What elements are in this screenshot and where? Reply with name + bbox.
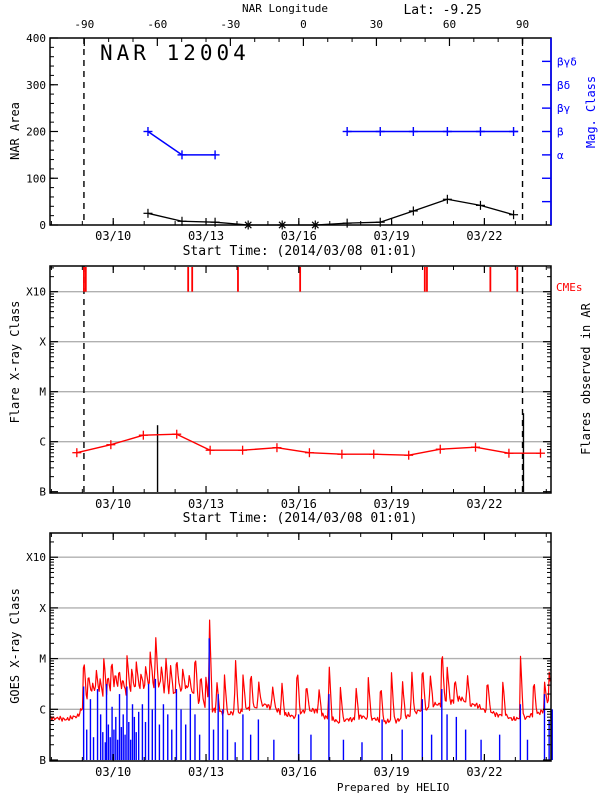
y-tick-label: 200: [26, 125, 46, 139]
y-tick-label: X: [39, 335, 46, 349]
x-tick-label: 03/16: [280, 229, 317, 243]
x-tick-label: 03/13: [187, 229, 225, 243]
nar-area-axis-title: NAR Area: [8, 102, 22, 160]
y-tick-label: C: [39, 703, 46, 717]
x-tick-label: 03/16: [280, 497, 317, 511]
x-tick-label: 03/19: [373, 765, 410, 779]
y-tick-label: B: [39, 754, 46, 767]
y-tick-label: X10: [26, 285, 46, 299]
goes-xray-series: [50, 620, 550, 724]
x-tick-label: 03/19: [373, 497, 410, 511]
longitude-axis-title: NAR Longitude: [241, 2, 329, 15]
y-tick-label: M: [39, 385, 46, 399]
x-tick-label: 03/22: [466, 229, 503, 243]
x-tick-label: 03/13: [187, 497, 225, 511]
y-tick-label: 0: [39, 219, 46, 232]
flare-axis-title: Flare X-ray Class: [8, 300, 22, 424]
x-tick-label: 03/19: [373, 229, 410, 243]
y-tick-label: 400: [26, 32, 46, 45]
chart-title: NAR 12004: [100, 41, 250, 65]
lon-tick-label: -60: [147, 18, 168, 31]
mag-class-tick-label: β: [557, 125, 564, 139]
lon-tick-label: -90: [74, 18, 95, 31]
lon-tick-label: -30: [220, 18, 241, 31]
lon-tick-label: 90: [515, 18, 530, 31]
y-tick-label: B: [39, 485, 46, 499]
y-tick-label: 300: [26, 78, 46, 92]
goes-panel-frame: [50, 533, 551, 761]
y-tick-label: M: [39, 652, 46, 666]
x-tick-label: 03/13: [187, 765, 225, 779]
lon-tick-label: 60: [442, 18, 457, 31]
flares-in-ar-label: Flares observed in AR: [579, 303, 593, 455]
x-tick-label: 03/16: [280, 765, 317, 779]
prepared-by-label: Prepared by HELIO: [336, 781, 450, 794]
goes-axis-title: GOES X-ray Class: [8, 588, 22, 704]
y-tick-label: 100: [26, 172, 46, 186]
cmes-label: CMEs: [556, 281, 583, 294]
y-tick-label: C: [39, 435, 46, 449]
mag-class-tick-label: α: [557, 148, 564, 162]
mag-class-axis-title: Mag. Class: [584, 75, 598, 149]
lon-tick-label: 30: [369, 18, 384, 31]
y-tick-label: X10: [26, 551, 46, 565]
y-tick-label: X: [39, 601, 46, 615]
start-time-caption-middle: Start Time: (2014/03/08 01:01): [182, 511, 418, 526]
x-tick-label: 03/10: [95, 497, 132, 511]
x-tick-label: 03/10: [95, 229, 132, 243]
start-time-caption-top: Start Time: (2014/03/08 01:01): [182, 244, 418, 259]
nar-area-series: [148, 199, 514, 225]
lon-tick-label: 0: [300, 18, 307, 31]
latitude-label: Lat: -9.25: [403, 3, 482, 18]
mag-class-tick-label: βγ: [557, 102, 571, 116]
mag-class-tick-label: βδ: [557, 78, 571, 92]
mag-class-tick-label: βγδ: [557, 55, 577, 69]
flare-panel-frame: [50, 266, 551, 493]
x-tick-label: 03/22: [466, 765, 503, 779]
x-tick-label: 03/22: [466, 497, 503, 511]
x-tick-label: 03/10: [95, 765, 132, 779]
